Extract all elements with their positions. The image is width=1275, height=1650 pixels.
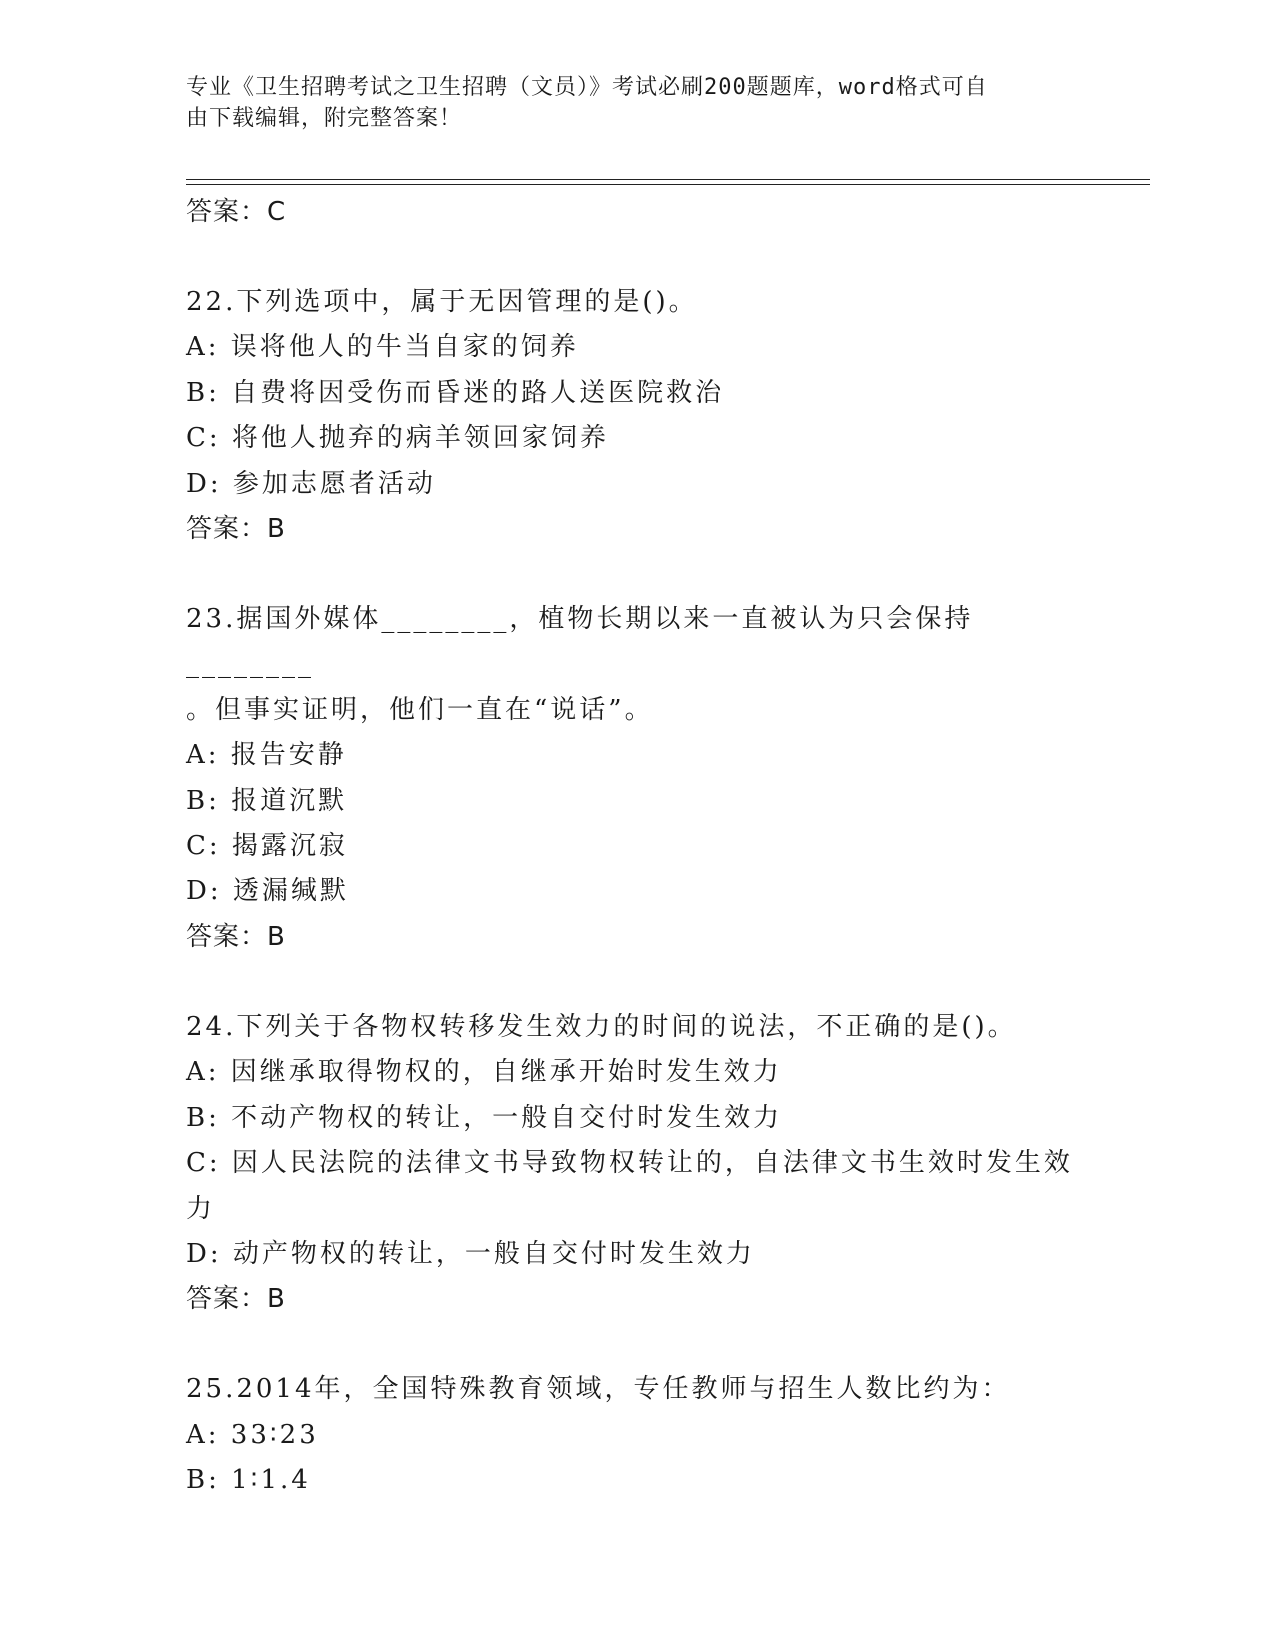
option-a: A: 因继承取得物权的，自继承开始时发生效力 — [186, 1057, 782, 1088]
question-stem-line-2: 。但事实证明，他们一直在“说话”。 — [186, 694, 654, 725]
option-a: A: 误将他人的牛当自家的饲养 — [186, 332, 579, 363]
answer: 答案：B — [186, 514, 286, 545]
header-rule-bottom — [186, 184, 1150, 185]
header-line-1: 专业《卫生招聘考试之卫生招聘（文员）》考试必刷200题题库，word格式可自 — [186, 75, 988, 100]
option-b: B: 不动产物权的转让，一般自交付时发生效力 — [186, 1102, 783, 1133]
option-b: B: 报道沉默 — [186, 785, 348, 816]
header-line-2: 由下载编辑，附完整答案！ — [186, 106, 463, 131]
option-a: A: 33∶23 — [186, 1419, 319, 1450]
question-stem: 22.下列选项中，属于无因管理的是()。 — [186, 287, 698, 317]
question-23 — [186, 597, 1086, 960]
answer: 答案：B — [186, 921, 286, 952]
answer-previous: 答案：C — [186, 197, 287, 227]
answer: 答案：B — [186, 1284, 286, 1315]
question-22 — [186, 280, 1086, 552]
option-b: B: 1∶1.4 — [186, 1465, 311, 1496]
question-24 — [186, 1005, 1086, 1322]
option-c: C: 将他人抛弃的病羊领回家饲养 — [186, 423, 609, 454]
option-a: A: 报告安静 — [186, 740, 347, 771]
option-d: D: 透漏缄默 — [186, 876, 349, 907]
document-header — [186, 72, 1066, 134]
question-list — [186, 190, 1086, 1504]
question-stem-line-1: 23.据国外媒体________，植物长期以来一直被认为只会保持________ — [186, 604, 974, 680]
header-rule-top — [186, 179, 1150, 180]
option-c: C: 揭露沉寂 — [186, 831, 348, 862]
question-stem: 24.下列关于各物权转移发生效力的时间的说法，不正确的是()。 — [186, 1011, 1017, 1042]
option-d: D: 参加志愿者活动 — [186, 468, 436, 499]
option-d: D: 动产物权的转让，一般自交付时发生效力 — [186, 1238, 755, 1269]
question-25 — [186, 1367, 1086, 1503]
question-stem: 25.2014年，全国特殊教育领域，专任教师与招生人数比约为： — [186, 1374, 1011, 1405]
option-b: B: 自费将因受伤而昏迷的路人送医院救治 — [186, 377, 725, 408]
option-c: C: 因人民法院的法律文书导致物权转让的，自法律文书生效时发生效 — [186, 1148, 1073, 1179]
option-c-continuation: 力 — [186, 1193, 216, 1224]
